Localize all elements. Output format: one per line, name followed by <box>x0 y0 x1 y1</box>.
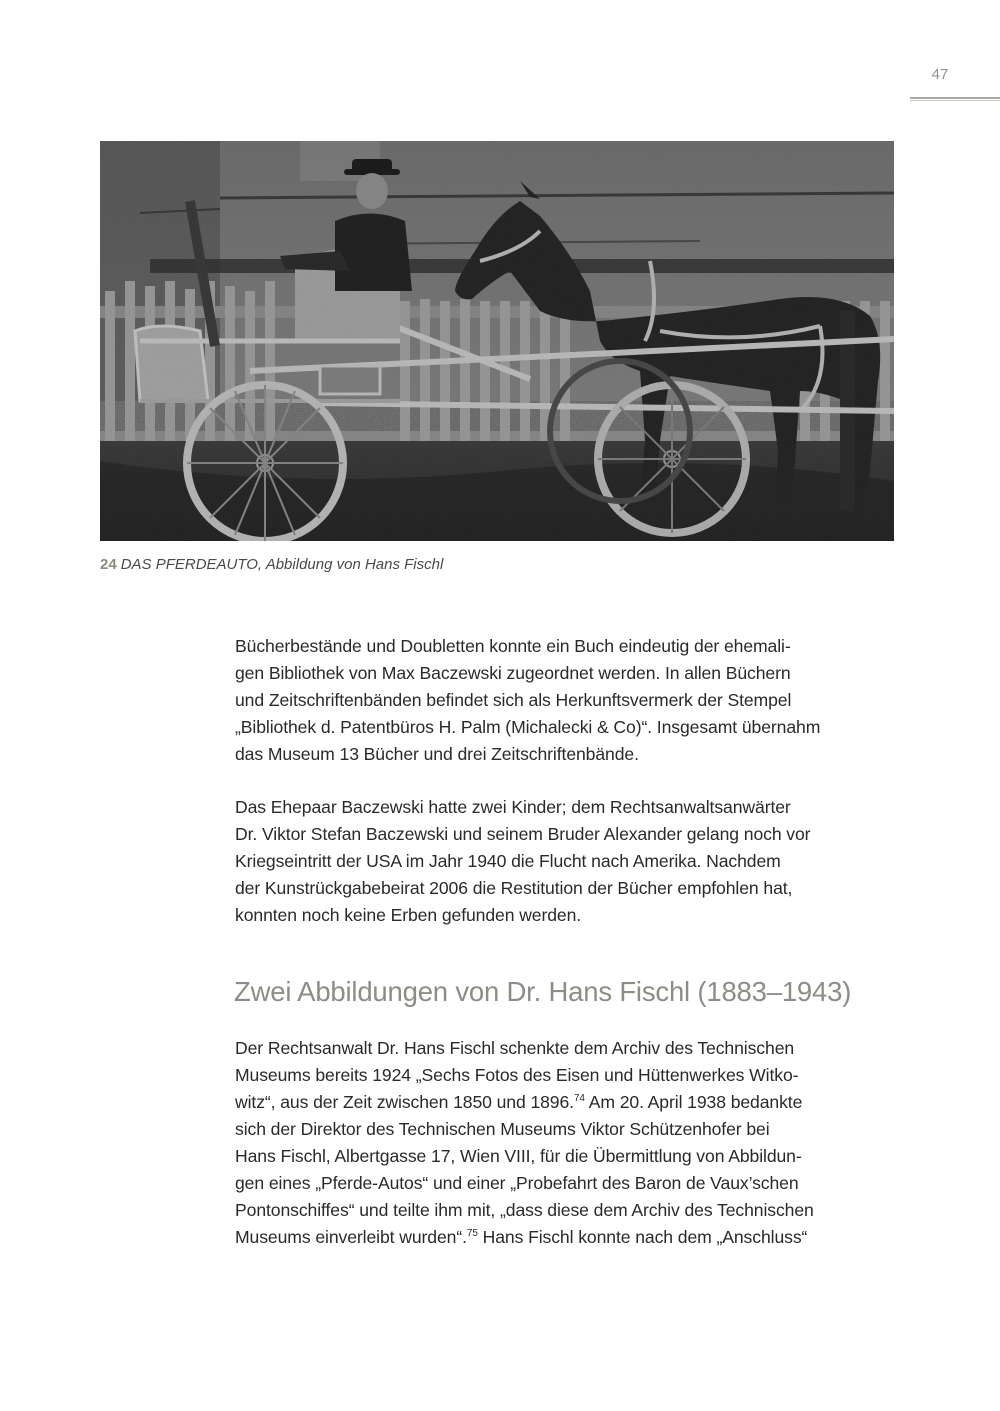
page-number: 47 <box>931 66 949 83</box>
text-line: Museums einverleibt wurden“.$^{75}$ Hans Fischl konnte nach dem „Anschluss“ <box>235 1227 808 1247</box>
text-line: gen Bibliothek von Max Baczewski zugeordnet werden. In allen Büchern <box>235 663 791 683</box>
section-heading: Zwei Abbildungen von Dr. Hans Fischl (1883–1943) <box>234 976 852 1007</box>
text-line: Bücherbestände und Doubletten konnte ein Buch eindeutig der ehemali- <box>235 636 791 656</box>
figure-number: 24 <box>100 556 117 573</box>
paragraph-library-books <box>235 633 897 768</box>
text-line: witz“, aus der Zeit zwischen 1850 und 1896.74 Am 20. April 1938 bedankte <box>235 1092 803 1112</box>
text-line: und Zeitschriftenbänden befindet sich als Herkunftsvermerk der Stempel <box>235 690 792 710</box>
figure-photo-horse-carriage <box>100 141 894 541</box>
text-line: „Bibliothek d. Patentbüros H. Palm (Michalecki & Co)“. Insgesamt übernahm <box>235 717 821 737</box>
text-line: Pontonschiffes“ und teilte ihm mit, „dass diese dem Archiv des Technischen <box>235 1200 814 1220</box>
paragraph-baczewski-family <box>235 794 897 929</box>
text-line: Dr. Viktor Stefan Baczewski und seinem Bruder Alexander gelang noch vor <box>235 824 811 844</box>
text-line: das Museum 13 Bücher und drei Zeitschriftenbände. <box>235 744 639 764</box>
paragraph-hans-fischl <box>235 1035 897 1251</box>
footnote-reference[interactable]: 75 <box>466 1228 478 1239</box>
text-line: Kriegseintritt der USA im Jahr 1940 die Flucht nach Amerika. Nachdem <box>235 851 781 871</box>
footnote-reference[interactable]: 74 <box>573 1093 585 1104</box>
text-line: Das Ehepaar Baczewski hatte zwei Kinder; dem Rechtsanwaltsanwärter <box>235 797 791 817</box>
figure-caption-text: DAS PFERDEAUTO, Abbildung von Hans Fischl <box>120 556 444 573</box>
text-line: sich der Direktor des Technischen Museums Viktor Schützenhofer bei <box>235 1119 770 1139</box>
text-line: Museums bereits 1924 „Sechs Fotos des Eisen und Hüttenwerkes Witko- <box>235 1065 799 1085</box>
text-line: konnten noch keine Erben gefunden werden. <box>235 905 582 925</box>
page-number-rule <box>910 97 1000 101</box>
text-line: gen eines „Pferde-Autos“ und einer „Probefahrt des Baron de Vaux’schen <box>235 1173 799 1193</box>
text-line: Hans Fischl, Albertgasse 17, Wien VIII, für die Übermittlung von Abbildun- <box>235 1146 802 1166</box>
text-line: der Kunstrückgabebeirat 2006 die Restitution der Bücher empfohlen hat, <box>235 878 793 898</box>
photo-illustration <box>100 141 894 541</box>
text-line: Der Rechtsanwalt Dr. Hans Fischl schenkte dem Archiv des Technischen <box>235 1038 795 1058</box>
figure-caption <box>100 556 443 573</box>
